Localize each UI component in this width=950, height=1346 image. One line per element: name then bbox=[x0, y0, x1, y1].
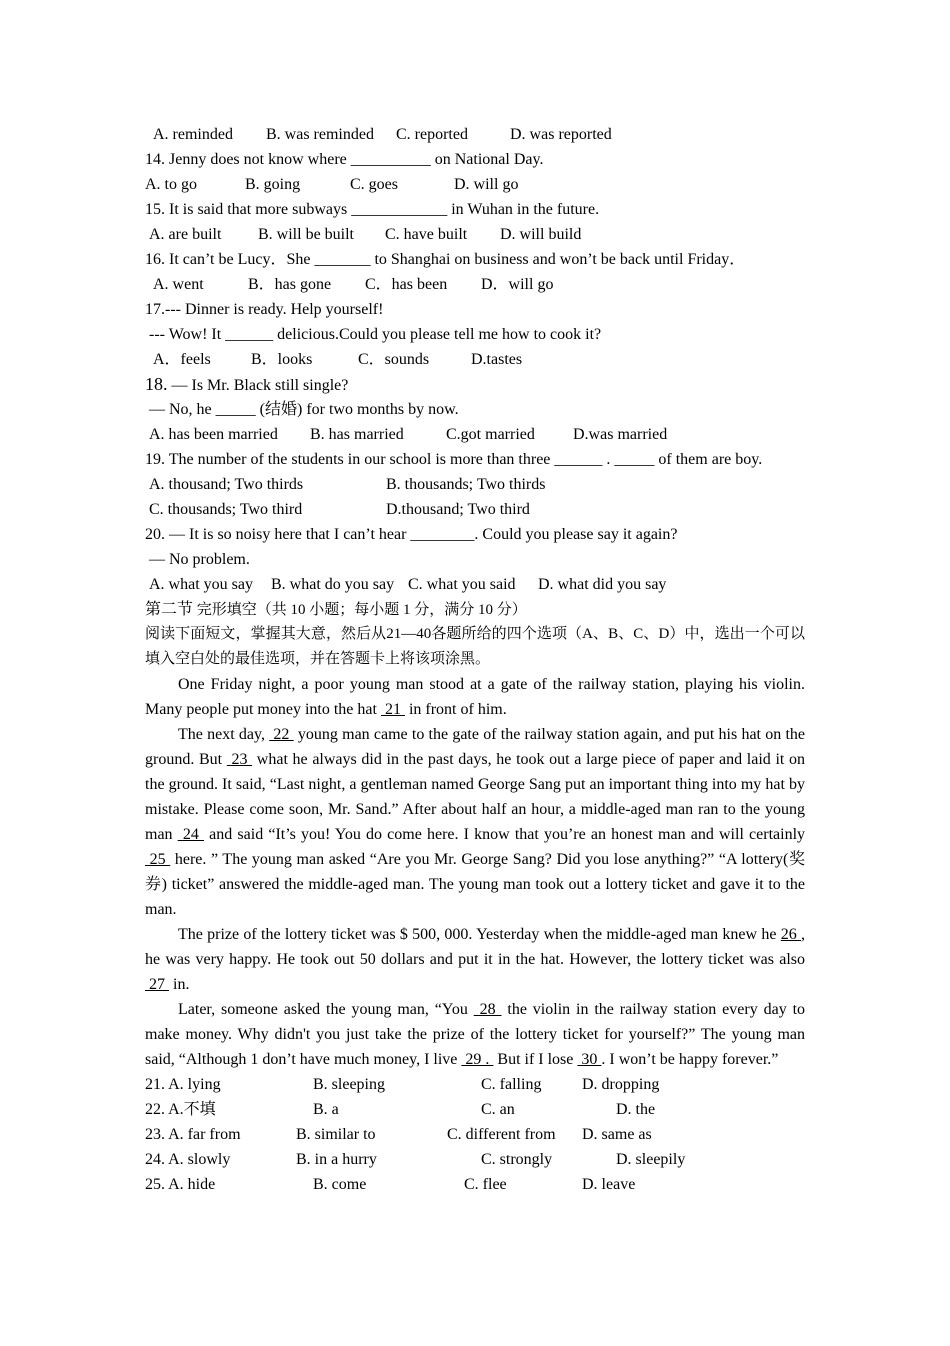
option: D. will build bbox=[500, 226, 582, 243]
q19-options-row2 bbox=[145, 497, 805, 522]
option: B. thousands; Two thirds bbox=[386, 476, 546, 493]
option: D. leave bbox=[582, 1176, 636, 1193]
question-18-line2: — No, he _____ (结婚) for two months by now. bbox=[145, 401, 459, 418]
option: D. was reported bbox=[510, 126, 612, 143]
option: 24. A. slowly bbox=[145, 1151, 231, 1168]
option: C. an bbox=[481, 1101, 515, 1118]
section-subtitle: 完形填空（共 10 小题；每小题 1 分，满分 10 分） bbox=[193, 602, 527, 618]
passage-text: But if I lose bbox=[493, 1051, 578, 1068]
option: B. a bbox=[313, 1101, 339, 1118]
passage-text: . I won’t be happy forever.” bbox=[601, 1051, 779, 1068]
q19-options-row1 bbox=[145, 472, 805, 497]
blank-29: 29 . bbox=[461, 1051, 494, 1068]
blank-25: 25 bbox=[145, 851, 171, 868]
option: D.thousand; Two third bbox=[386, 501, 530, 518]
option: D. same as bbox=[582, 1126, 652, 1143]
option: C. have built bbox=[385, 226, 468, 243]
blank-23: 23 bbox=[226, 751, 253, 768]
option: B. will be built bbox=[258, 226, 354, 243]
option: D. sleepily bbox=[616, 1151, 686, 1168]
option: C. thousands; Two third bbox=[149, 501, 303, 518]
option: 21. A. lying bbox=[145, 1076, 221, 1093]
passage-paragraph-3 bbox=[145, 922, 805, 997]
option: 25. A. hide bbox=[145, 1176, 216, 1193]
passage-text: , he was very happy. He took out 50 dollars and put it in the hat. However, the lottery ticket was also bbox=[145, 926, 805, 968]
option: B. has married bbox=[310, 426, 404, 443]
passage-text: what he always did in the past days, he took out a large piece of paper and laid it on the ground. It said, “Last night, a gentleman named George Sang put an important thing into my hat by mistake. Please come soon, Mr. Sand.” After about half an hour, a middle-aged man ran to the young man bbox=[145, 751, 806, 843]
option: B. in a hurry bbox=[296, 1151, 377, 1168]
blank-26: 26 bbox=[780, 926, 801, 943]
passage-text: here. ” The young man asked “Are you Mr. George Sang? Did you lose anything?” “A lottery(奖券) ticket” answered the middle-aged man. The young man took out a lottery ticket and gave it to the man. bbox=[145, 851, 806, 918]
passage-text: and said “It’s you! You do come here. I know that you’re an honest man and will certainly bbox=[204, 826, 806, 843]
option: A. thousand; Two thirds bbox=[149, 476, 304, 493]
answer-row-25 bbox=[145, 1172, 805, 1197]
blank-27: 27 bbox=[145, 976, 169, 993]
option: 23. A. far from bbox=[145, 1126, 241, 1143]
exam-page bbox=[145, 122, 805, 1197]
section-instruction: 阅读下面短文，掌握其大意，然后从21—40各题所给的四个选项（A、B、C、D）中，选出一个可以填入空白处的最佳选项，并在答题卡上将该项涂黑。 bbox=[145, 626, 805, 667]
passage-text: young man came to the gate of the railway station again, and put his hat on the ground. But bbox=[145, 726, 806, 768]
passage-text: The next day, bbox=[178, 726, 270, 743]
option: B. sleeping bbox=[313, 1076, 385, 1093]
option: D.tastes bbox=[471, 351, 523, 368]
option: B. similar to bbox=[296, 1126, 376, 1143]
option: 22. A.不填 bbox=[145, 1101, 216, 1118]
question-20-line1: 20. — It is so noisy here that I can’t hear ________. Could you please say it again? bbox=[145, 526, 678, 543]
question-15: 15. It is said that more subways ____________ in Wuhan in the future. bbox=[145, 201, 600, 218]
passage-text: One Friday night, a poor young man stood at a gate of the railway station, playing his violin. Many people put money into the hat bbox=[145, 676, 805, 718]
question-17-line1: 17.--- Dinner is ready. Help yourself! bbox=[145, 301, 384, 318]
option: A. to go bbox=[145, 176, 197, 193]
blank-24: 24 bbox=[177, 826, 205, 843]
option: D．will go bbox=[481, 276, 554, 293]
q20-options bbox=[145, 572, 805, 597]
question-20-line2: — No problem. bbox=[145, 551, 250, 568]
question-16: 16. It can’t be Lucy．She _______ to Shanghai on business and won’t be back until Friday． bbox=[145, 251, 746, 268]
section-heading bbox=[145, 597, 805, 622]
option: C．has been bbox=[365, 276, 448, 293]
option: C. falling bbox=[481, 1076, 542, 1093]
option: B. what do you say bbox=[271, 576, 395, 593]
passage-text: in. bbox=[169, 976, 190, 993]
option: A. went bbox=[153, 276, 204, 293]
option: B. going bbox=[245, 176, 301, 193]
question-text: — Is Mr. Black still single? bbox=[167, 377, 349, 394]
answer-row-22 bbox=[145, 1097, 805, 1122]
answer-row-24 bbox=[145, 1147, 805, 1172]
option: C. reported bbox=[396, 126, 468, 143]
option: D. the bbox=[616, 1101, 656, 1118]
option: C. different from bbox=[447, 1126, 556, 1143]
option: C. flee bbox=[464, 1176, 507, 1193]
question-number: 18. bbox=[145, 374, 168, 394]
option: C. strongly bbox=[481, 1151, 553, 1168]
question-17-line2: --- Wow! It ______ delicious.Could you please tell me how to cook it? bbox=[145, 326, 602, 343]
blank-21: 21 bbox=[380, 701, 405, 718]
blank-30: 30 bbox=[577, 1051, 602, 1068]
question-19: 19. The number of the students in our school is more than three ______ . _____ of them are boy. bbox=[145, 451, 763, 468]
option: A. reminded bbox=[153, 126, 233, 143]
option: A. what you say bbox=[149, 576, 253, 593]
option: A. has been married bbox=[149, 426, 278, 443]
option: D.was married bbox=[573, 426, 668, 443]
passage-text: The prize of the lottery ticket was $ 500, 000. Yesterday when the middle-aged man knew he bbox=[178, 926, 781, 943]
option: C.got married bbox=[446, 426, 535, 443]
passage-paragraph-2 bbox=[145, 722, 805, 922]
option: B. was reminded bbox=[266, 126, 374, 143]
question-18-line1 bbox=[145, 372, 805, 397]
blank-22: 22 bbox=[269, 726, 294, 743]
option: D. dropping bbox=[582, 1076, 660, 1093]
q15-options bbox=[145, 222, 805, 247]
answer-row-23 bbox=[145, 1122, 805, 1147]
option: B．looks bbox=[251, 351, 313, 368]
q17-options bbox=[145, 347, 805, 372]
option: A. are built bbox=[149, 226, 222, 243]
passage-text: the violin in the railway station every day to make money. Why didn't you just take the prize of the lottery ticket for yourself?” The young man said, “Although 1 don’t have much money, I live bbox=[145, 1001, 806, 1068]
q14-options bbox=[145, 172, 805, 197]
passage-text: Later, someone asked the young man, “You bbox=[178, 1001, 474, 1018]
q18-options bbox=[145, 422, 805, 447]
option: A．feels bbox=[153, 351, 211, 368]
section-title: 第二节 bbox=[145, 601, 194, 618]
q16-options bbox=[145, 272, 805, 297]
blank-28: 28 bbox=[473, 1001, 502, 1018]
question-14: 14. Jenny does not know where __________ on National Day. bbox=[145, 151, 544, 168]
option: C．sounds bbox=[358, 351, 430, 368]
option: C. goes bbox=[350, 176, 398, 193]
option: D. what did you say bbox=[538, 576, 667, 593]
option: B. come bbox=[313, 1176, 367, 1193]
q13-options bbox=[145, 122, 805, 147]
option: C. what you said bbox=[408, 576, 516, 593]
option: B．has gone bbox=[248, 276, 332, 293]
option: D. will go bbox=[454, 176, 519, 193]
answer-row-21 bbox=[145, 1072, 805, 1097]
passage-paragraph-4 bbox=[145, 997, 805, 1072]
passage-text: in front of him. bbox=[404, 701, 507, 718]
passage-paragraph-1 bbox=[145, 672, 805, 722]
